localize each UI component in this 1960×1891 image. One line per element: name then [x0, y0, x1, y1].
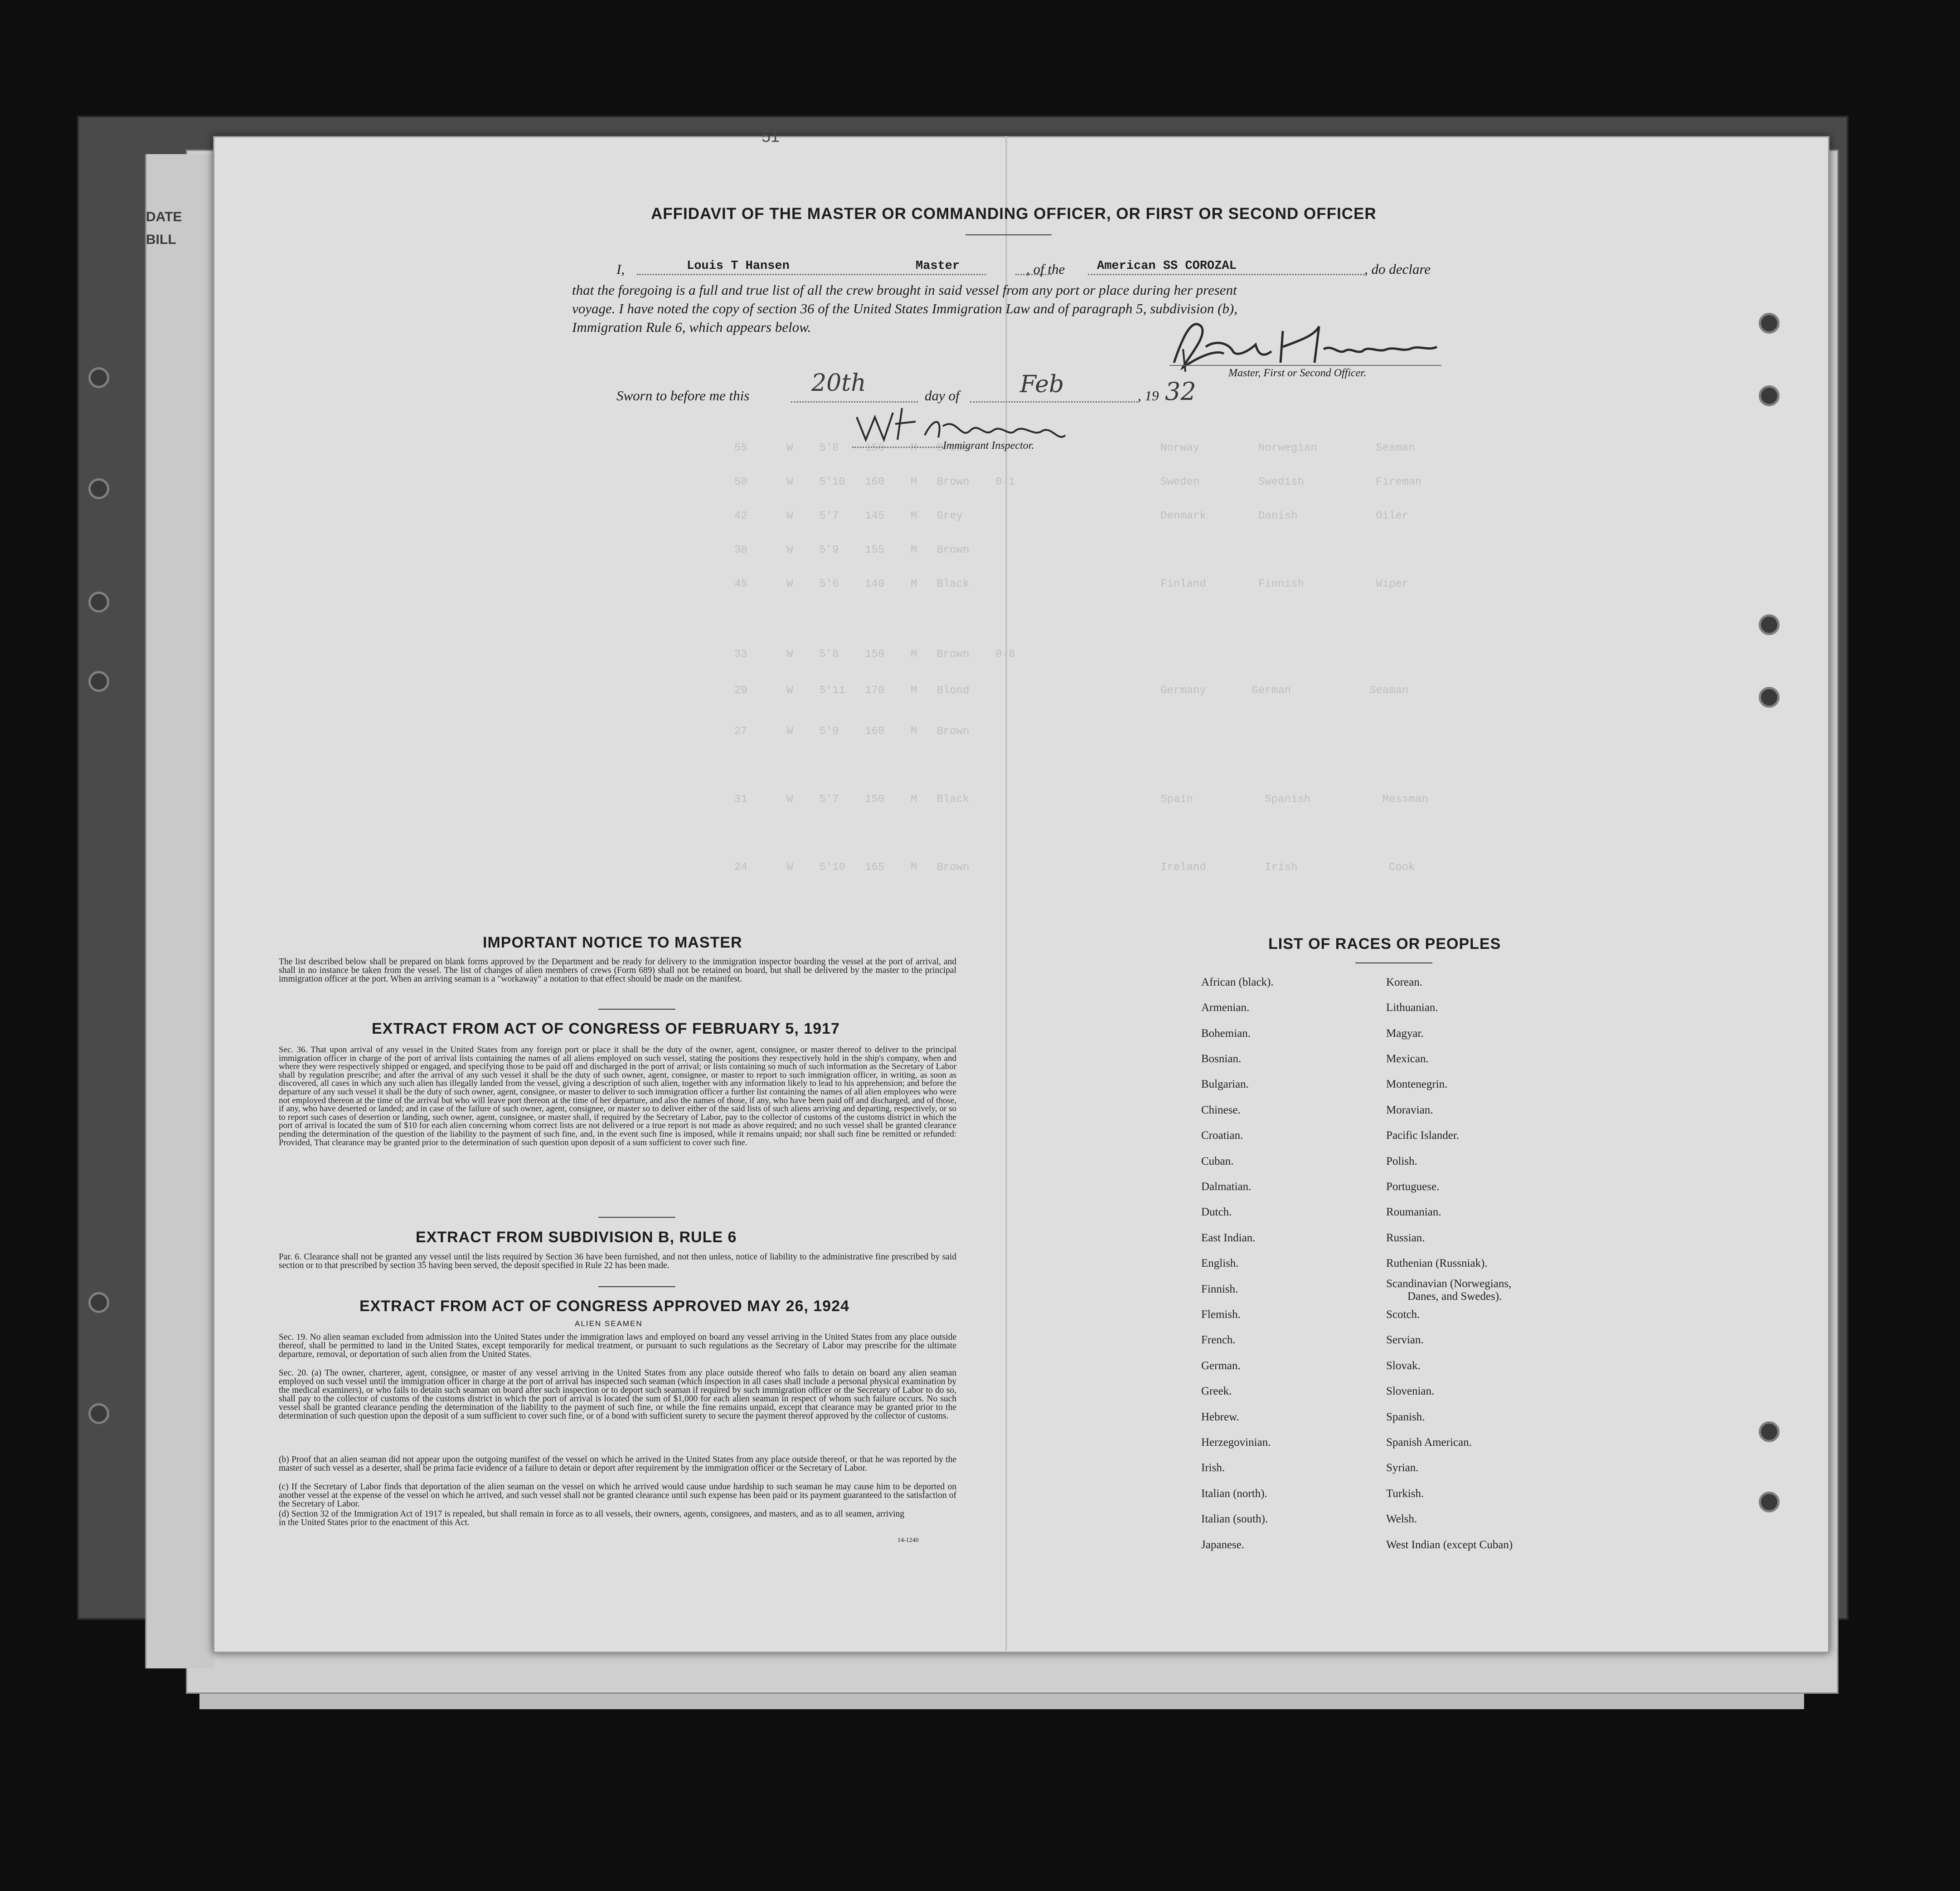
affidavit-line-4: Immigration Rule 6, which appears below.: [572, 319, 811, 335]
race-item: Welsh.: [1386, 1513, 1417, 1525]
name-underline: [637, 274, 986, 275]
binder-hole-icon: [88, 592, 109, 613]
extract-1924-sec20d: (d) Section 32 of the Immigration Act of 1917 is repealed, but shall remain in force as to all vessels, their owners, agents, consignees, and masters, and as to all seamen, arriving in the United States prior to the enactment of this Act.: [279, 1509, 904, 1527]
master-rank: Master: [916, 259, 960, 273]
race-item: West Indian (except Cuban): [1386, 1539, 1513, 1551]
race-item: Lithuanian.: [1386, 1001, 1438, 1014]
race-item: Slovenian.: [1386, 1385, 1435, 1397]
affidavit-pronoun: I,: [616, 261, 625, 277]
race-item: Bulgarian.: [1201, 1078, 1249, 1090]
race-item: Montenegrin.: [1386, 1078, 1448, 1090]
race-item: Moravian.: [1386, 1104, 1433, 1116]
binder-hole-icon: [1759, 614, 1780, 635]
notice-body: The list described below shall be prepared on blank forms approved by the Department and be ready for delivery to the immigration inspector boarding the vessel at the port of arrival, and shall in no instance be taken from the vessel. The list of changes of alien members of crews (Form 689) shall not be retained on board, but shall be delivered by the master to the principal immigration officer at the port. When an arriving seaman is a "workaway" a notation to that effect should be made on the manifest.: [279, 957, 956, 984]
race-item: Polish.: [1386, 1155, 1417, 1167]
section-divider: [598, 1286, 675, 1287]
inspector-caption: Immigrant Inspector.: [943, 440, 1034, 452]
section-divider: [598, 1009, 675, 1010]
vessel-underline: [1088, 274, 1364, 275]
race-item: Slovak.: [1386, 1360, 1421, 1372]
of-the-text: , of the: [1026, 261, 1065, 277]
race-item: German.: [1201, 1360, 1241, 1372]
race-item: Mexican.: [1386, 1053, 1429, 1065]
race-item: Spanish.: [1386, 1411, 1425, 1423]
affidavit-line-3: voyage. I have noted the copy of section 36 of the United States Immigration Law and of paragraph 5, subdivision (b),: [572, 301, 1237, 316]
sworn-prefix: Sworn to before me this: [616, 388, 750, 403]
race-item-continuation: Danes, and Swedes).: [1407, 1290, 1502, 1303]
extract-1924-sec20a: Sec. 20. (a) The owner, charterer, agent, consignee, or master of any vessel arriving in the United States from any place outside thereof who fails to detain on board any alien seaman employed on such vessel until the immigration officer in charge at the port of arrival has inspected such seaman (which inspection in all cases shall include a personal physical examination by the medical examiners), or who fails to detain such seaman on board after such inspection or to deport such seaman if required by such immigration officer or the Secretary of Labor to do so, shall pay to the collector of customs of the customs district in which the port of arrival is located the sum of $1,000 for each alien seaman in respect of whom such failure occurs. No such vessel shall be granted clearance pending the determination of the liability to the payment of such fine, or while the fine remains unpaid, except that clearance may be granted prior to the determination of such question upon the deposit of a sum sufficient to cover such fine, or of a bond with sufficient surety to secure the payment thereof approved by the collector of customs.: [279, 1368, 956, 1421]
heading-divider: [965, 234, 1052, 235]
race-item: Spanish American.: [1386, 1436, 1472, 1449]
extract-1924-sec19: Sec. 19. No alien seaman excluded from admission into the United States under the immigration laws and employed on board any vessel arriving in the United States from any place outside thereof, shall be permitted to land in the United States, except temporarily for medical treatment, or pursuant to such regulations as the Secretary of Labor may prescribe for the ultimate departure, removal, or deportation of such alien from the United States.: [279, 1332, 956, 1359]
extract-1917-body: Sec. 36. That upon arrival of any vessel in the United States from any foreign port or place it shall be the duty of the owner, agent, consignee, or master thereof to deliver to the principal immigration officer in charge of the port of arrival lists containing the names of all aliens employed on such vessel, stating the positions they respectively hold in the ship's company, when and where they were respectively shipped or engaged, and specifying those to be paid off and discharged in the port of arrival; or lists containing so much of such information as the Secretary of Labor shall by regulation prescribe; and after the arrival of any such vessel it shall be the duty of such owner, agent, consignee, or master to report to such immigration officer, in writing, as soon as discovered, all cases in which any such alien has illegally landed from the vessel, giving a description of such alien, together with any information likely to lead to his apprehension; and before the departure of any such vessel it shall be the duty of such owner, agent, consignee, or master to deliver to such immigration officer a further list containing the names of all alien employees who were not employed thereon at the time of the arrival but who will leave port thereon at the time of her departure, and also the names of those, if any, who have been paid off and discharged, and of those, if any, who have deserted or landed; and in case of the failure of such owner, agent, consignee, or master so to deliver either of the said lists of such aliens arriving and departing, respectively, or so to report such cases of desertion or landing, such owner, agent, consignee, or master shall, if required by the Secretary of Labor, pay to the collector of customs of the customs district in which the port of arrival is located the sum of $10 for each alien concerning whom correct lists are not delivered or a true report is not made as above required; and no such vessel shall be granted clearance pending the determination of the question of the liability to the payment of such fine, and, in the event such fine is imposed, while it remains unpaid; nor shall such fine be remitted or refunded: Provided, That clearance may be granted prior to the determination of such question upon deposit of a sum sufficient to cover such fine.: [279, 1045, 956, 1147]
binder-hole-icon: [1759, 313, 1780, 334]
edge-label-bill: BILL: [146, 232, 176, 247]
race-item: Scotch.: [1386, 1308, 1420, 1321]
form-number: 14-1240: [898, 1537, 919, 1544]
binder-hole-icon: [1759, 385, 1780, 406]
sworn-day: 20th: [811, 369, 866, 397]
race-item: Ruthenian (Russniak).: [1386, 1257, 1488, 1269]
sworn-year: 32: [1165, 377, 1196, 406]
signature-caption: Master, First or Second Officer.: [1228, 367, 1366, 379]
affidavit-heading: AFFIDAVIT OF THE MASTER OR COMMANDING OFFICER, OR FIRST OR SECOND OFFICER: [651, 205, 1377, 223]
race-item: Dalmatian.: [1201, 1181, 1252, 1193]
binder-hole-icon: [88, 1292, 109, 1313]
race-item: Roumanian.: [1386, 1206, 1441, 1218]
sworn-day-of: day of: [925, 388, 960, 403]
race-item: Russian.: [1386, 1232, 1425, 1244]
notice-heading: IMPORTANT NOTICE TO MASTER: [483, 934, 742, 951]
vessel-name: American SS COROZAL: [1097, 259, 1237, 273]
binder-hole-icon: [88, 671, 109, 692]
race-item: Servian.: [1386, 1334, 1424, 1346]
race-item: Dutch.: [1201, 1206, 1232, 1218]
top-mark: 51: [762, 127, 780, 146]
race-item: Chinese.: [1201, 1104, 1241, 1116]
center-fold: [1005, 136, 1007, 1650]
race-item: Magyar.: [1386, 1027, 1424, 1040]
subdivision-heading: EXTRACT FROM SUBDIVISION B, RULE 6: [416, 1229, 737, 1246]
binder-hole-icon: [88, 478, 109, 499]
race-item: Turkish.: [1386, 1488, 1424, 1500]
race-item: Japanese.: [1201, 1539, 1245, 1551]
binder-hole-icon: [88, 367, 109, 388]
left-page-strip: [145, 154, 214, 1668]
inspector-underline: [852, 447, 943, 448]
race-item: Korean.: [1386, 976, 1422, 988]
section-divider: [598, 1217, 675, 1218]
race-item: Italian (north).: [1201, 1488, 1267, 1500]
race-item: Pacific Islander.: [1386, 1129, 1460, 1142]
race-item: Syrian.: [1386, 1462, 1419, 1474]
extract-1917-heading: EXTRACT FROM ACT OF CONGRESS OF FEBRUARY 5, 1917: [372, 1020, 840, 1037]
sworn-year-prefix: , 19: [1138, 388, 1159, 403]
race-item: Finnish.: [1201, 1283, 1238, 1295]
races-heading: LIST OF RACES OR PEOPLES: [1268, 935, 1501, 953]
sworn-month: Feb: [1020, 371, 1064, 398]
binder-hole-icon: [1759, 1421, 1780, 1442]
edge-label-date: DATE: [146, 209, 182, 224]
race-item: African (black).: [1201, 976, 1274, 988]
affidavit-line-2: that the foregoing is a full and true list of all the crew brought in said vessel from any port or place during her present: [572, 282, 1237, 298]
race-item: English.: [1201, 1257, 1239, 1269]
extract-1924-sec20c: (c) If the Secretary of Labor finds that deportation of the alien seaman on the vessel on which he arrived would cause undue hardship to such seaman he may cause him to be deported on another vessel at the expense of the vessel on which he arrived, and such vessel shall not be granted clearance until such expense has been paid or its payment guaranteed to the satisfaction of the Secretary of Labor.: [279, 1482, 956, 1509]
race-item: Croatian.: [1201, 1129, 1243, 1142]
binder-hole-icon: [1759, 1492, 1780, 1512]
race-item: Armenian.: [1201, 1001, 1250, 1014]
race-item: Bosnian.: [1201, 1053, 1242, 1065]
race-item: East Indian.: [1201, 1232, 1256, 1244]
subdivision-body: Par. 6. Clearance shall not be granted any vessel until the lists required by Section 36 have been furnished, and not then unless, notice of liability to the administrative fine prescribed by said section or to that prescribed by section 35 having been served, the deposit specified in Rule 22 has been made.: [279, 1252, 956, 1270]
race-item: Portuguese.: [1386, 1181, 1440, 1193]
race-item: Cuban.: [1201, 1155, 1234, 1167]
do-declare-text: , do declare: [1364, 261, 1431, 277]
race-item: Italian (south).: [1201, 1513, 1268, 1525]
race-item: Scandinavian (Norwegians,: [1386, 1278, 1512, 1290]
race-item: Bohemian.: [1201, 1027, 1251, 1040]
race-item: Irish.: [1201, 1462, 1225, 1474]
race-item: Flemish.: [1201, 1308, 1241, 1321]
extract-1924-heading: EXTRACT FROM ACT OF CONGRESS APPROVED MAY 26, 1924: [359, 1298, 849, 1315]
signature-line: [1169, 365, 1441, 366]
extract-1924-sec20b: (b) Proof that an alien seaman did not appear upon the outgoing manifest of the vessel on which he arrived in the United States from any place outside thereof, or that he was reported by the master of such vessel as a deserter, shall be prima facie evidence of a failure to detain or deport after requirement by the immigration officer or the Secretary of Labor.: [279, 1455, 956, 1473]
alien-seamen-subheading: ALIEN SEAMEN: [575, 1319, 643, 1328]
race-item: French.: [1201, 1334, 1236, 1346]
binder-hole-icon: [1759, 687, 1780, 708]
race-item: Hebrew.: [1201, 1411, 1239, 1423]
manifest-page: [213, 136, 1829, 1653]
binder-hole-icon: [88, 1403, 109, 1424]
race-item: Herzegovinian.: [1201, 1436, 1271, 1449]
race-item: Greek.: [1201, 1385, 1232, 1397]
master-name: Louis T Hansen: [687, 259, 790, 273]
